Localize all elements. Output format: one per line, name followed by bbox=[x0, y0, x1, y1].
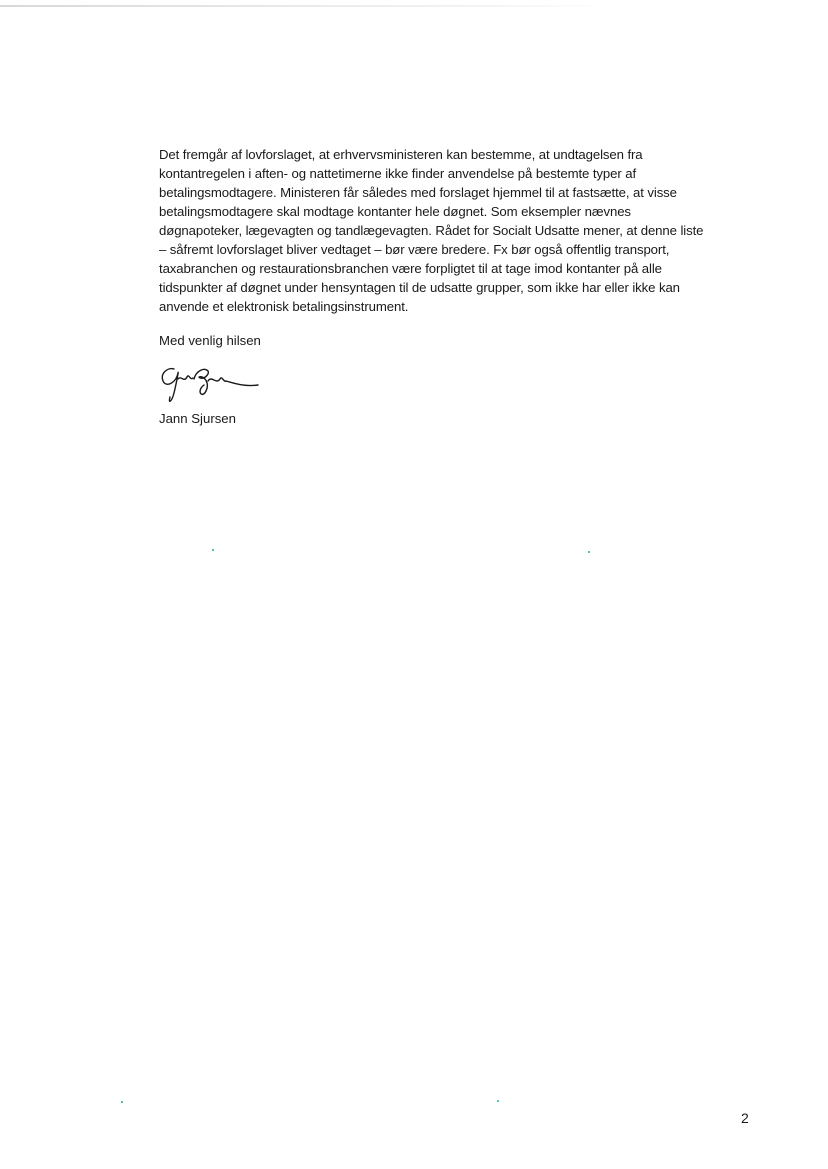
scan-speck bbox=[588, 551, 590, 553]
top-scan-rule bbox=[0, 5, 612, 7]
closing-salutation: Med venlig hilsen bbox=[159, 333, 261, 348]
letter-body-paragraph bbox=[159, 145, 759, 316]
signer-name: Jann Sjursen bbox=[159, 411, 236, 426]
body-line: betalingsmodtagere. Ministeren får således med forslaget hjemmel til at fastsætte, at visse bbox=[159, 185, 677, 200]
scan-speck bbox=[121, 1101, 123, 1103]
body-line: taxabranchen og restaurationsbranchen være forpligtet til at tage imod kontanter på alle bbox=[159, 261, 662, 276]
body-line: Det fremgår af lovforslaget, at erhvervsministeren kan bestemme, at undtagelsen fra bbox=[159, 147, 643, 162]
body-line: betalingsmodtagere skal modtage kontanter hele døgnet. Som eksempler nævnes bbox=[159, 204, 631, 219]
body-line: døgnapoteker, lægevagten og tandlægevagten. Rådet for Socialt Udsatte mener, at denne liste bbox=[159, 223, 704, 238]
body-line: anvende et elektronisk betalingsinstrument. bbox=[159, 299, 409, 314]
page-number: 2 bbox=[741, 1110, 749, 1126]
body-line: tidspunkter af døgnet under hensyntagen til de udsatte grupper, som ikke har eller ikke kan bbox=[159, 280, 680, 295]
handwritten-signature bbox=[154, 361, 264, 407]
body-line: kontantregelen i aften- og nattetimerne ikke finder anvendelse på bestemte typer af bbox=[159, 166, 637, 181]
scan-speck bbox=[212, 549, 214, 551]
scan-speck bbox=[497, 1100, 499, 1102]
body-line: – såfremt lovforslaget bliver vedtaget – bør være bredere. Fx bør også offentlig transport, bbox=[159, 242, 670, 257]
